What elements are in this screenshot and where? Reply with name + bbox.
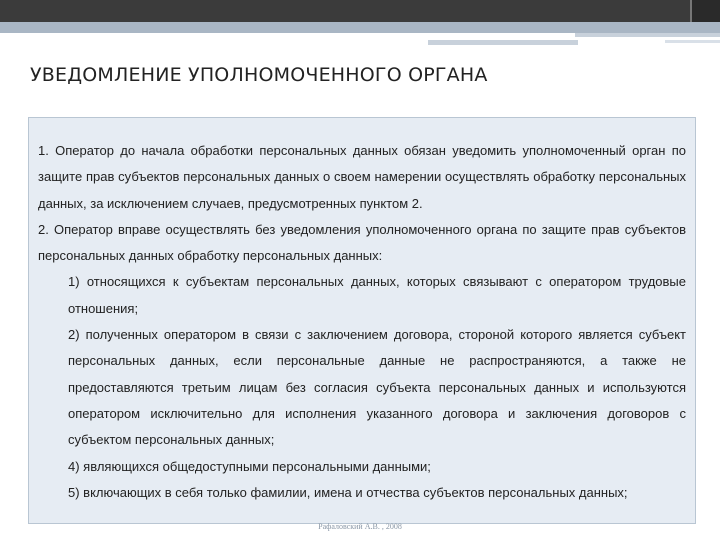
list-item-5: 5) включающих в себя только фамилии, имена и отчества субъектов персональных данных;	[68, 484, 628, 500]
list-item-2: 2) полученных оператором в связи с заключением договора, стороной которого является субъект персональных данных, если персональные данные не распространяются, а также не предоставляются третьим лицам без согласия субъекта персональных данных и используются оператором исключительно для исполнения указанного договора и заключения договоров с субъектом персональных данных;	[68, 327, 686, 448]
paragraph-1: 1. Оператор до начала обработки персональных данных обязан уведомить уполномоченный орган по защите прав субъектов персональных данных о своем намерении осуществлять обработку персональных данных, за исключением случаев, предусмотренных пунктом 2.	[38, 143, 686, 211]
slide-title: УВЕДОМЛЕНИЕ УПОЛНОМОЧЕННОГО ОРГАНА	[30, 64, 488, 86]
list-item-1: 1) относящихся к субъектам персональных данных, которых связывают с оператором трудовые отношения;	[68, 274, 686, 316]
list-item-4: 4) являющихся общедоступными персональными данными;	[68, 458, 431, 474]
decorative-stripe	[575, 33, 720, 37]
top-blue-bar	[0, 22, 720, 33]
slide-body	[38, 138, 686, 506]
paragraph-2: 2. Оператор вправе осуществлять без уведомления уполномоченного органа по защите прав субъектов персональных данных обработку персональных данных:	[38, 221, 686, 264]
decorative-stripe	[665, 40, 720, 43]
decorative-stripe	[428, 40, 578, 45]
top-right-accent	[690, 0, 720, 22]
top-dark-bar	[0, 0, 720, 22]
slide-footer: Рафаловский А.В. , 2008	[318, 522, 402, 531]
